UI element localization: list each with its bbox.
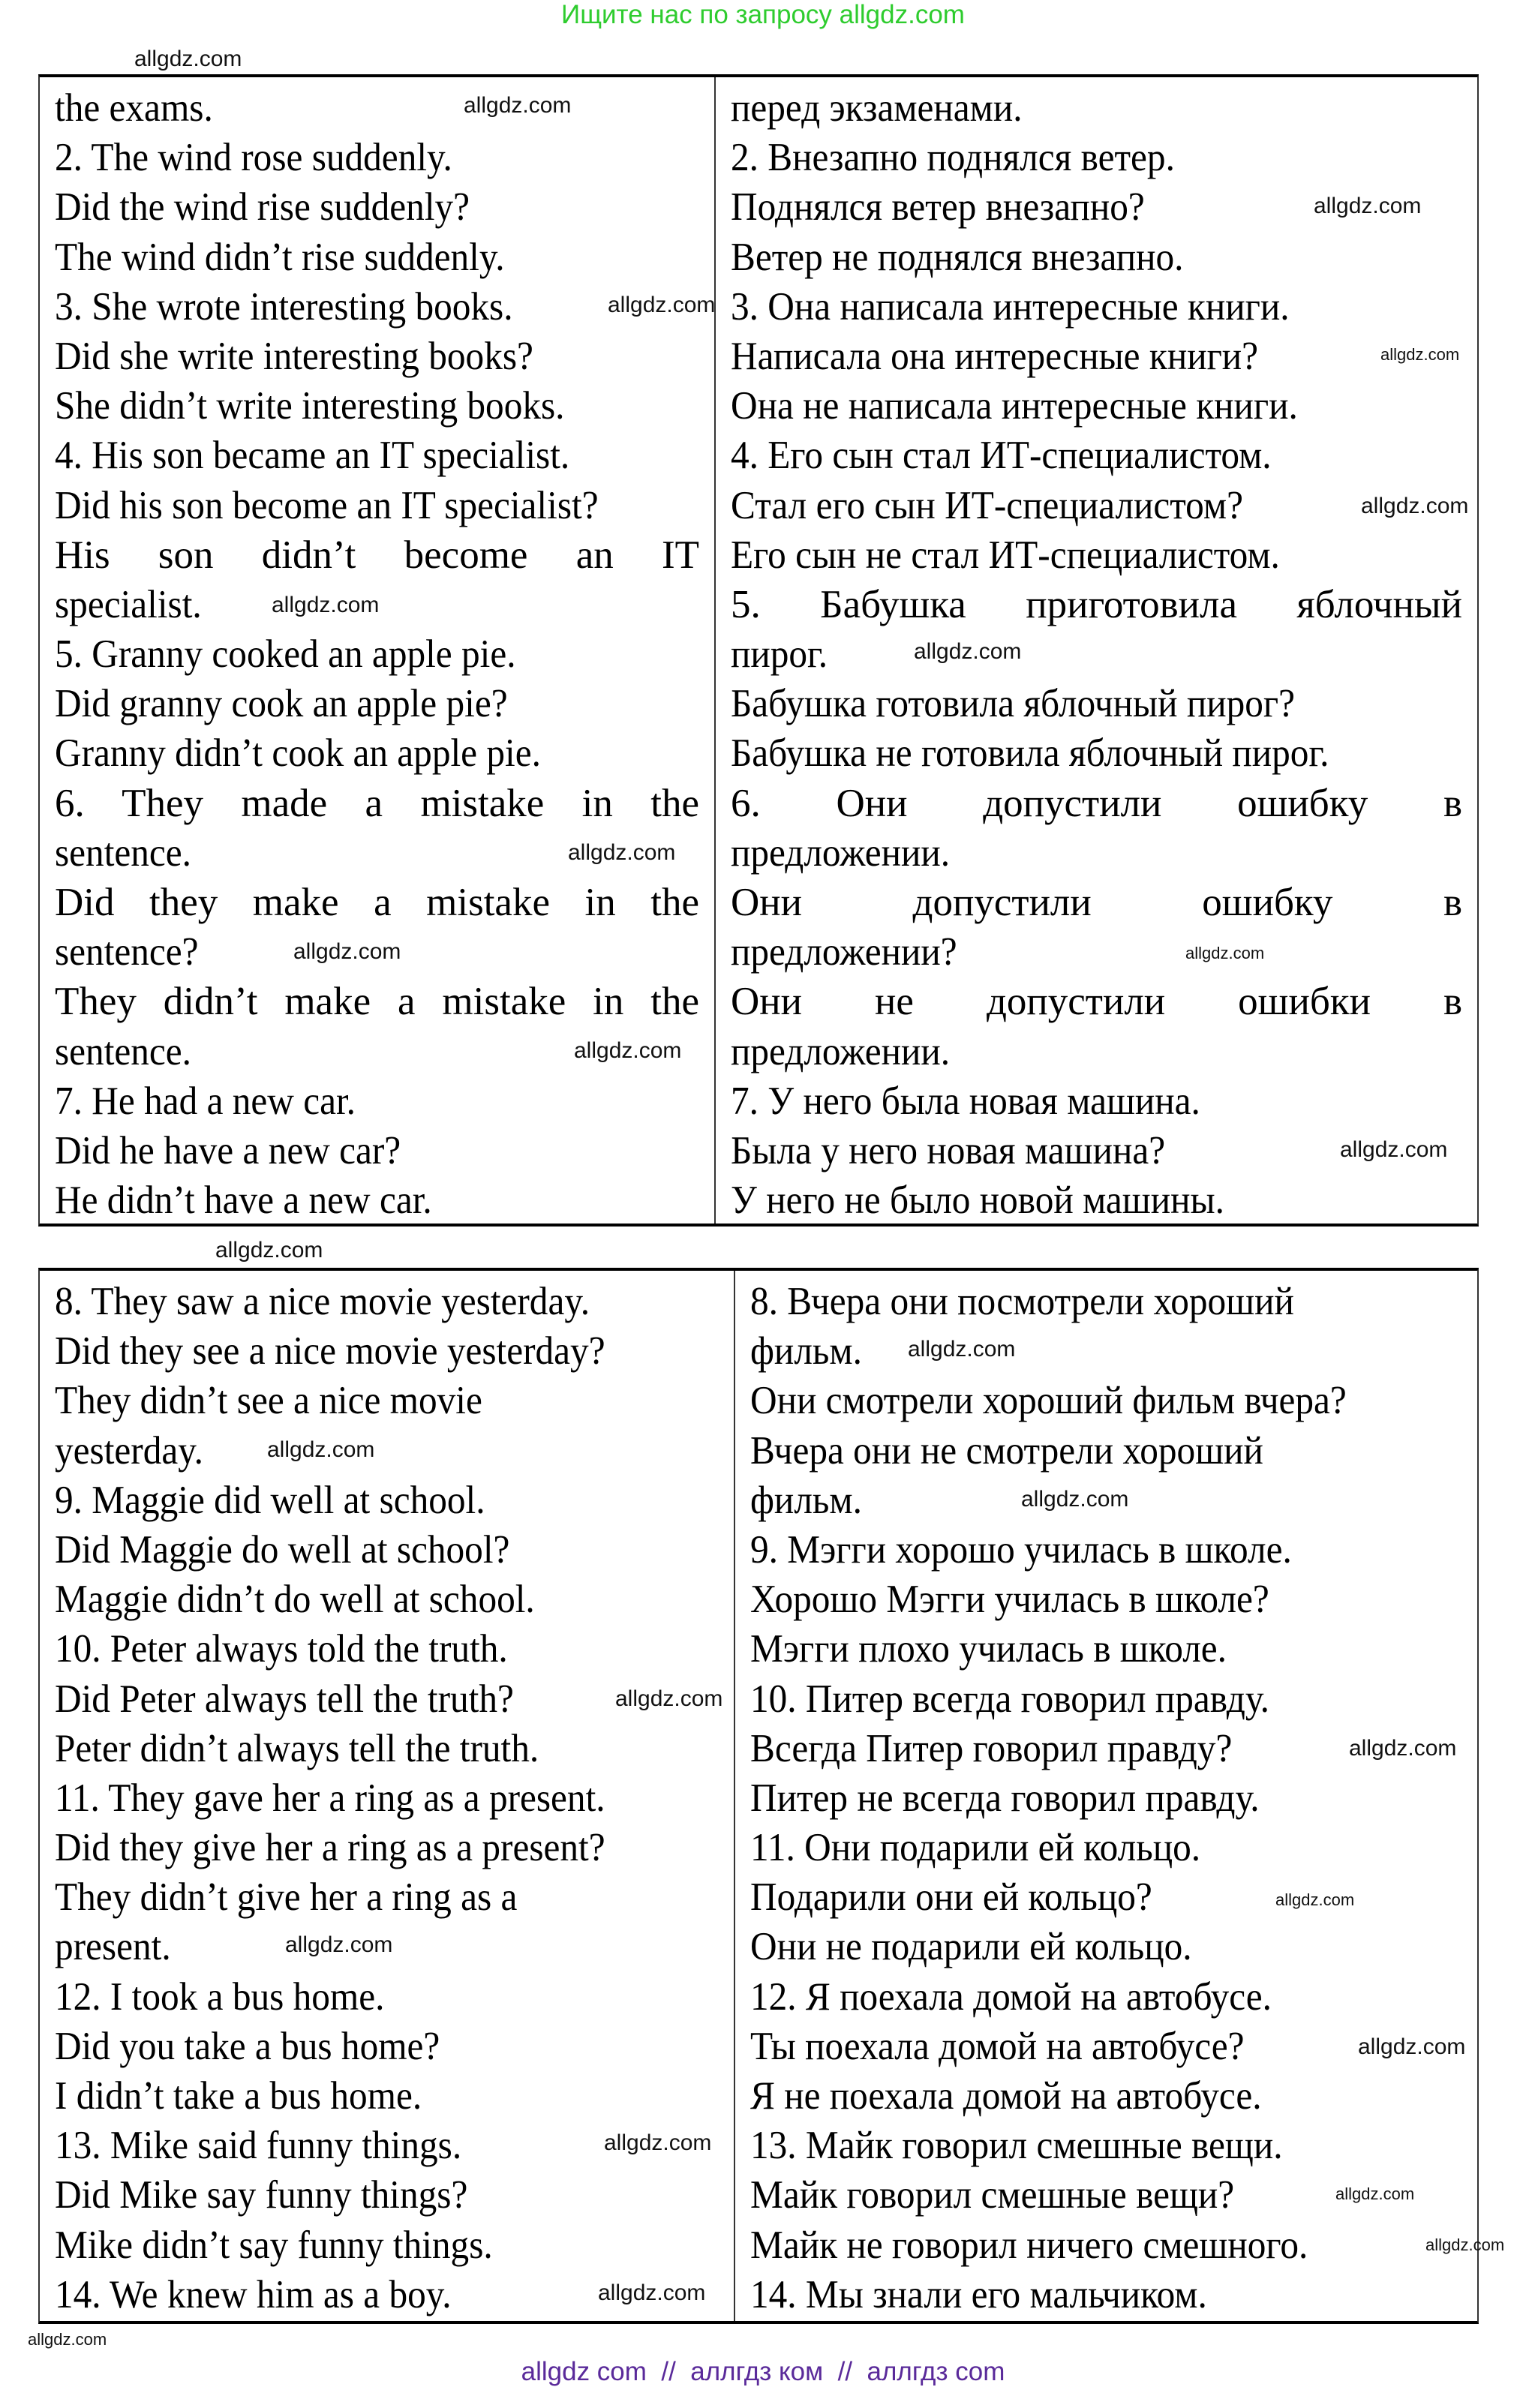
- sentence-line: 8. Вчера они посмотрели хороший: [750, 1280, 1294, 1323]
- sentence-line: Ветер не поднялся внезапно.: [731, 235, 1184, 279]
- sentence-line: I didn’t take a bus home.: [55, 2074, 422, 2118]
- sentence-line: 8. They saw a nice movie yesterday.: [55, 1280, 590, 1323]
- watermark: allgdz.com: [1185, 944, 1265, 962]
- sentence-line: 12. Я поехала домой на автобусе.: [750, 1974, 1272, 2019]
- sentence-line: Ты поехала домой на автобусе?: [750, 2024, 1245, 2068]
- sentence-line: пирог.: [731, 632, 828, 677]
- sentence-line: Maggie didn’t do well at school.: [55, 1578, 535, 1622]
- sentence-line: 5. Бабушка приготовила яблочный: [731, 582, 1462, 626]
- sentence-line: Did Peter always tell the truth?: [55, 1677, 514, 1721]
- sentence-line: Хорошо Мэгги училась в школе?: [750, 1578, 1269, 1622]
- sentence-line: Майк говорил смешные вещи?: [750, 2173, 1235, 2217]
- watermark: allgdz.com: [604, 2130, 712, 2155]
- sentence-line: 4. Его сын стал ИТ-специалистом.: [731, 434, 1272, 478]
- sentence-line: The wind didn’t rise suddenly.: [55, 235, 505, 279]
- sentence-line: Did they see a nice movie yesterday?: [55, 1329, 605, 1374]
- watermark: allgdz.com: [134, 47, 242, 71]
- sentence-line: Подарили они ей кольцо?: [750, 1875, 1152, 1920]
- sentence-line: 14. Мы знали его мальчиком.: [750, 2272, 1207, 2316]
- sentence-line: She didn’t write interesting books.: [55, 384, 565, 428]
- sentence-line: He didn’t have a new car.: [55, 1178, 432, 1223]
- sentence-line: 3. Она написала интересные книги.: [731, 284, 1290, 329]
- sentence-line: yesterday.: [55, 1428, 203, 1473]
- sentence-line: Mike didn’t say funny things.: [55, 2223, 493, 2267]
- sentence-line: specialist.: [55, 582, 202, 626]
- sentence-line: Did granny cook an apple pie?: [55, 682, 508, 726]
- sentence-line: Did they make a mistake in the: [55, 881, 699, 924]
- watermark: allgdz.com: [285, 1932, 393, 1957]
- watermark: allgdz.com: [1275, 1890, 1355, 1909]
- sentence-line: 7. He had a new car.: [55, 1079, 356, 1123]
- translation-table-2: [38, 1268, 1479, 2324]
- sentence-line: sentence.: [55, 1029, 192, 1073]
- watermark: allgdz.com: [1021, 1487, 1129, 1512]
- watermark: allgdz.com: [293, 939, 401, 964]
- sentence-line: Вчера они не смотрели хороший: [750, 1428, 1263, 1473]
- sentence-line: Питер не всегда говорил правду.: [750, 1776, 1260, 1820]
- translation-table-1: [38, 74, 1479, 1227]
- sentence-line: 11. They gave her a ring as a present.: [55, 1776, 605, 1820]
- sentence-line: His son didn’t become an IT: [55, 533, 699, 577]
- watermark: allgdz.com: [598, 2280, 706, 2305]
- sentence-line: 2. Внезапно поднялся ветер.: [731, 136, 1175, 180]
- sentence-line: Они не допустили ошибки в: [731, 980, 1462, 1024]
- watermark: allgdz.com: [1380, 345, 1460, 364]
- sentence-line: предложении?: [731, 930, 957, 974]
- sentence-line: Майк не говорил ничего смешного.: [750, 2223, 1308, 2267]
- sentence-line: 9. Мэгги хорошо училась в школе.: [750, 1527, 1292, 1572]
- sentence-line: предложении.: [731, 1029, 951, 1073]
- sentence-line: Всегда Питер говорил правду?: [750, 1726, 1233, 1770]
- sentence-line: 13. Майк говорил смешные вещи.: [750, 2124, 1283, 2168]
- sentence-line: Они не подарили ей кольцо.: [750, 1925, 1192, 1969]
- sentence-line: 10. Peter always told the truth.: [55, 1627, 508, 1671]
- top-banner: Ищите нас по запросу allgdz.com: [561, 0, 965, 29]
- watermark: allgdz.com: [1335, 2184, 1415, 2203]
- sentence-line: Она не написала интересные книги.: [731, 384, 1298, 428]
- sentence-line: Мэгги плохо училась в школе.: [750, 1627, 1227, 1671]
- sentence-line: 12. I took a bus home.: [55, 1974, 385, 2019]
- watermark: allgdz.com: [914, 639, 1022, 664]
- watermark: allgdz.com: [1340, 1137, 1448, 1162]
- watermark: allgdz.com: [1314, 194, 1422, 218]
- sentence-line: Granny didn’t cook an apple pie.: [55, 731, 541, 776]
- sentence-line: Did they give her a ring as a present?: [55, 1826, 605, 1870]
- sentence-line: Did Mike say funny things?: [55, 2173, 468, 2217]
- sentence-line: They didn’t see a nice movie: [55, 1379, 482, 1423]
- russian-column: [735, 1271, 1477, 2321]
- watermark: allgdz.com: [28, 2330, 107, 2349]
- sentence-line: 13. Mike said funny things.: [55, 2124, 462, 2168]
- sentence-line: Они допустили ошибку в: [731, 881, 1462, 924]
- sentence-line: 10. Питер всегда говорил правду.: [750, 1677, 1269, 1721]
- sentence-line: фильм.: [750, 1329, 862, 1374]
- watermark: allgdz.com: [464, 93, 572, 118]
- sentence-line: Написала она интересные книги?: [731, 334, 1259, 378]
- sentence-line: Я не поехала домой на автобусе.: [750, 2074, 1262, 2118]
- bottom-banner: allgdz com // аллгдз ком // аллгдз com: [521, 2357, 1005, 2386]
- sentence-line: 4. His son became an IT specialist.: [55, 434, 570, 478]
- watermark: allgdz.com: [215, 1238, 323, 1263]
- watermark: allgdz.com: [1361, 494, 1469, 518]
- sentence-line: 11. Они подарили ей кольцо.: [750, 1826, 1201, 1870]
- sentence-line: Стал его сын ИТ-специалистом?: [731, 483, 1243, 527]
- sentence-line: Did you take a bus home?: [55, 2024, 440, 2068]
- watermark: allgdz.com: [267, 1437, 375, 1462]
- watermark: allgdz.com: [1425, 2235, 1505, 2254]
- sentence-line: 6. They made a mistake in the: [55, 781, 699, 825]
- sentence-line: 5. Granny cooked an apple pie.: [55, 632, 516, 677]
- sentence-line: Did Maggie do well at school?: [55, 1527, 510, 1572]
- sentence-line: У него не было новой машины.: [731, 1178, 1224, 1223]
- sentence-line: фильм.: [750, 1478, 862, 1522]
- sentence-line: They didn’t make a mistake in the: [55, 980, 699, 1024]
- sentence-line: 9. Maggie did well at school.: [55, 1478, 485, 1522]
- english-column: [40, 1271, 735, 2321]
- sentence-line: Была у него новая машина?: [731, 1128, 1166, 1172]
- sentence-line: Did the wind rise suddenly?: [55, 185, 470, 230]
- sentence-line: Peter didn’t always tell the truth.: [55, 1726, 539, 1770]
- sentence-line: Его сын не стал ИТ-специалистом.: [731, 533, 1280, 577]
- sentence-line: Did she write interesting books?: [55, 334, 533, 378]
- sentence-line: предложении.: [731, 830, 951, 875]
- watermark: allgdz.com: [615, 1686, 723, 1711]
- sentence-line: Did he have a new car?: [55, 1128, 401, 1172]
- sentence-line: Бабушка не готовила яблочный пирог.: [731, 731, 1329, 776]
- sentence-line: 7. У него была новая машина.: [731, 1079, 1200, 1123]
- sentence-line: Они смотрели хороший фильм вчера?: [750, 1379, 1347, 1423]
- sentence-line: the exams.: [55, 86, 213, 130]
- watermark: allgdz.com: [608, 293, 716, 317]
- sentence-line: перед экзаменами.: [731, 86, 1023, 130]
- watermark: allgdz.com: [1358, 2034, 1466, 2059]
- sentence-line: 14. We knew him as a boy.: [55, 2272, 452, 2316]
- sentence-line: sentence.: [55, 830, 192, 875]
- watermark: allgdz.com: [574, 1038, 682, 1063]
- watermark: allgdz.com: [1349, 1736, 1457, 1761]
- sentence-line: They didn’t give her a ring as a: [55, 1875, 518, 1920]
- watermark: allgdz.com: [272, 593, 380, 617]
- sentence-line: Бабушка готовила яблочный пирог?: [731, 682, 1295, 726]
- sentence-line: 2. The wind rose suddenly.: [55, 136, 452, 180]
- sentence-line: present.: [55, 1925, 171, 1969]
- sentence-line: sentence?: [55, 930, 199, 974]
- watermark: allgdz.com: [568, 840, 676, 865]
- russian-column: [716, 77, 1477, 1224]
- sentence-line: Did his son become an IT specialist?: [55, 483, 599, 527]
- sentence-line: 6. Они допустили ошибку в: [731, 781, 1462, 825]
- sentence-line: Поднялся ветер внезапно?: [731, 185, 1145, 230]
- watermark: allgdz.com: [908, 1337, 1016, 1362]
- sentence-line: 3. She wrote interesting books.: [55, 284, 513, 329]
